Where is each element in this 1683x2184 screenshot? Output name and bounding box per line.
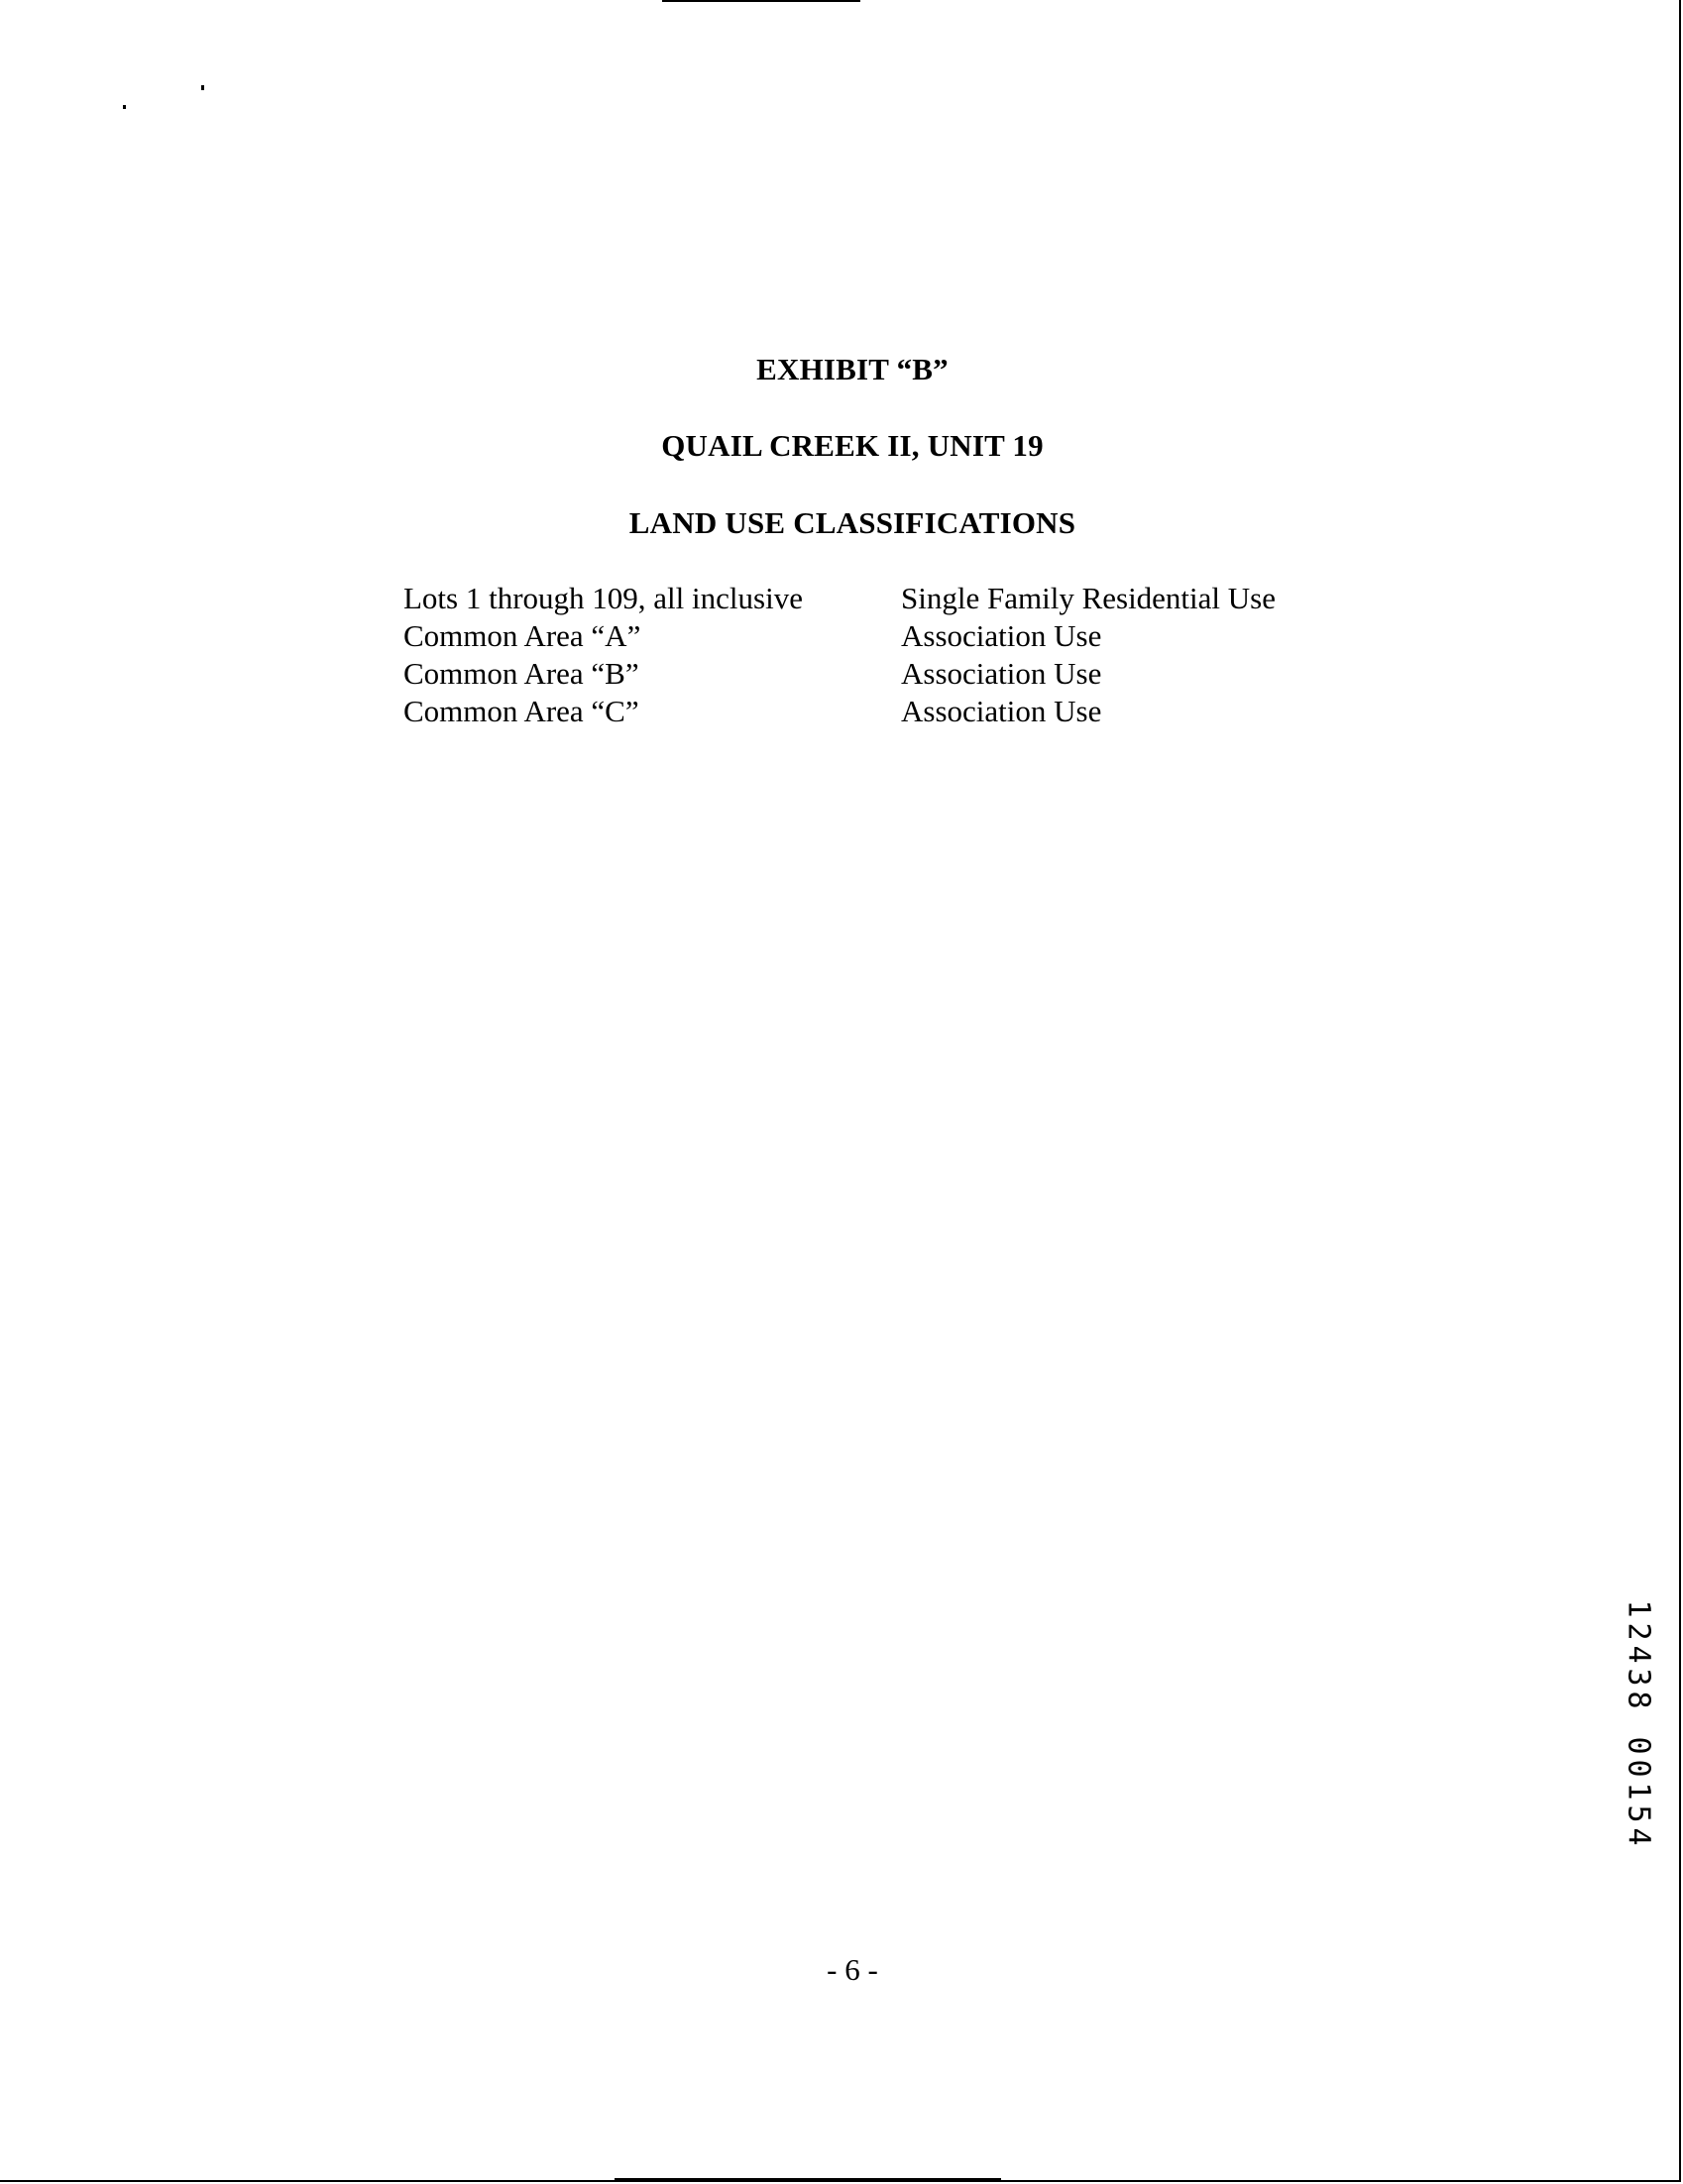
section-heading: LAND USE CLASSIFICATIONS (628, 505, 1076, 540)
subdivision-title: QUAIL CREEK II, UNIT 19 (661, 428, 1044, 463)
scan-mark-bottom (615, 2178, 1001, 2180)
stamp-digit: 2 (1621, 1622, 1656, 1641)
use-cell: Single Family Residential Use (901, 581, 1276, 615)
stamp-digit: 0 (1621, 1759, 1656, 1778)
page-number: - 6 - (827, 1952, 878, 1987)
use-cell: Association Use (901, 656, 1102, 691)
stamp-digit: 1 (1621, 1599, 1656, 1618)
stamp-digit: 8 (1621, 1691, 1656, 1709)
table-row (403, 655, 1276, 693)
land-use-table (403, 580, 1276, 730)
stamp-digit: 4 (1621, 1645, 1656, 1664)
stamp-digit: 0 (1621, 1736, 1656, 1755)
area-cell: Common Area “B” (403, 656, 639, 691)
stamp-digit: 4 (1621, 1827, 1656, 1846)
use-cell: Association Use (901, 618, 1102, 653)
stamp-digit: 1 (1621, 1782, 1656, 1801)
use-cell: Association Use (901, 694, 1102, 728)
scan-mark-top (662, 0, 860, 2)
area-cell: Common Area “C” (403, 694, 639, 728)
scan-speck (201, 85, 204, 90)
exhibit-title: EXHIBIT “B” (756, 352, 949, 386)
table-row (403, 617, 1276, 655)
area-cell: Common Area “A” (403, 618, 641, 653)
table-row (403, 693, 1276, 730)
stamp-digit: 3 (1621, 1668, 1656, 1687)
scan-speck (123, 105, 126, 109)
table-row (403, 580, 1276, 617)
area-cell: Lots 1 through 109, all inclusive (403, 581, 803, 615)
stamp-digit: 5 (1621, 1804, 1656, 1823)
recording-stamp (1621, 1597, 1656, 1848)
